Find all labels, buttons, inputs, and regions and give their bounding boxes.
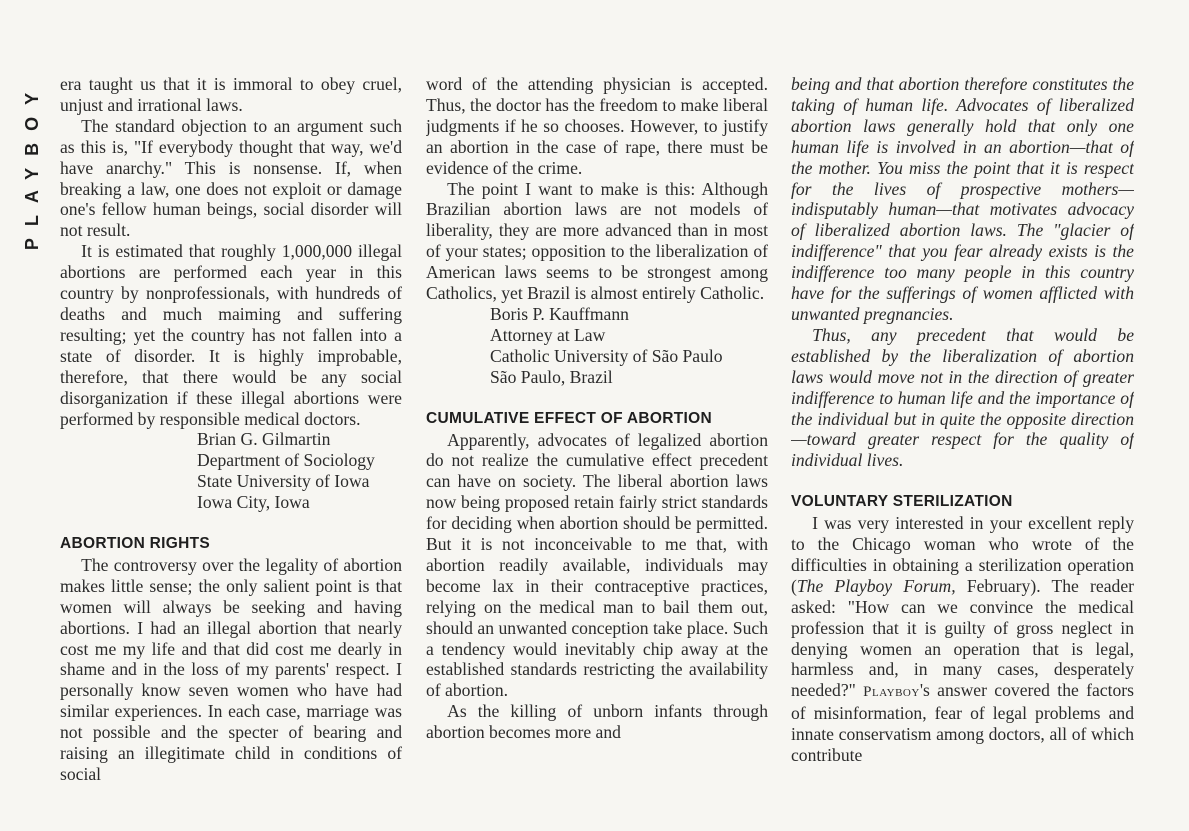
section-heading: VOLUNTARY STERILIZATION xyxy=(791,493,1013,511)
text-run: February). The reader asked: "How can we convince the medical profession that it is guilty of gross neglect in denying women an operation that is legal, harmless and, in many cases, desperately needed?" xyxy=(791,575,1134,701)
paragraph: era taught us that it is immoral to obey cruel, unjust and irrational laws. xyxy=(60,74,402,115)
letter-signature xyxy=(60,429,402,513)
paragraph: being and that abortion therefore constitutes the taking of human life. Advocates of liberalized abortion laws generally hold that only one human life is involved in an abortion—that of the mother. You miss the point that it is respect for the lives of prospective mothers—indisputably human—that motivates advocacy of liberalized abortion laws. The "glacier of indifference" that you fear already exists is the indifference too many people in this country have for the sufferings of women afflicted with unwanted pregnancies. xyxy=(791,74,1134,324)
section-heading: ABORTION RIGHTS xyxy=(60,535,211,553)
paragraph: The standard objection to an argument such as this is, "If everybody thought that way, we'd have anarchy." This is nonsense. If, when breaking a law, one does not exploit or damage one's fellow human beings, social disorder will not result. xyxy=(60,115,402,241)
publication-title: The Playboy Forum, xyxy=(796,575,956,596)
magazine-name: PLAYBOY xyxy=(22,80,43,250)
paragraph: The controversy over the legality of abortion makes little sense; the only salient point is that women will always be seeking and having abortions. I had an illegal abortion that nearly cost me my life and that did cost me dearly in shame and in the loss of my parents' respect. I personally know seven women who have had similar experiences. In each case, marriage was not possible and the specter of bearing and raising an illegitimate child in conditions of social xyxy=(60,554,402,784)
signature-line: Catholic University of São Paulo xyxy=(490,345,723,366)
text-run: 's answer covered the factors of misinformation, fear of legal problems and innate conservatism among doctors, all of which contribute xyxy=(791,680,1134,766)
paragraph: Apparently, advocates of legalized abortion do not realize the cumulative effect precedent can have on society. The liberal abortion laws now being proposed retain fairly strict standards for deciding when abortion should be permitted. But it is not inconceivable to me that, with abortion readily available, individuals may become lax in their contraceptive practices, relying on the medical man to bail them out, should an unwanted conception take place. Such a tendency would inevitably chip away at the established standards restricting the availability of abortion. xyxy=(426,429,768,701)
column-3 xyxy=(791,74,1134,831)
text-run: I was very interested in your excellent reply to the Chicago woman who wrote of the difficulties in obtaining a sterilization operation ( xyxy=(791,513,1134,596)
signature-name: Brian G. Gilmartin xyxy=(197,429,331,450)
column-1 xyxy=(60,74,402,831)
paragraph xyxy=(791,513,1134,766)
paragraph: word of the attending physician is accepted. Thus, the doctor has the freedom to make liberal judgments if he so chooses. However, to justify an abortion in the case of rape, there must be evidence of the crime. xyxy=(426,74,768,178)
signature-line: Attorney at Law xyxy=(490,324,606,345)
magazine-name-inline: Playboy xyxy=(863,684,920,701)
signature-name: Boris P. Kauffmann xyxy=(490,303,629,324)
letter-signature xyxy=(426,304,768,388)
paragraph: As the killing of unborn infants through abortion becomes more and xyxy=(426,701,768,743)
paragraph: The point I want to make is this: Although Brazilian abortion laws are not models of liberality, they are more advanced than in most of your states; opposition to the liberalization of American laws seems to be strongest among Catholics, yet Brazil is almost entirely Catholic. xyxy=(426,178,768,304)
signature-line: São Paulo, Brazil xyxy=(490,366,613,387)
section-heading: CUMULATIVE EFFECT OF ABORTION xyxy=(426,409,712,427)
paragraph: Thus, any precedent that would be established by the liberalization of abortion laws would move not in the direction of greater indifference to human life and the importance of the individual but in quite the opposite direction—toward greater respect for the quality of individual lives. xyxy=(791,324,1134,471)
column-2 xyxy=(426,74,768,831)
signature-line: Department of Sociology xyxy=(197,450,375,471)
paragraph: It is estimated that roughly 1,000,000 illegal abortions are performed each year in this country by nonprofessionals, with hundreds of deaths and much maiming and suffering resulting; yet the country has not fallen into a state of disorder. It is highly improbable, therefore, that there would be any social disorganization if these illegal abortions were performed by responsible medical doctors. xyxy=(60,241,402,429)
running-head xyxy=(16,70,50,260)
signature-line: Iowa City, Iowa xyxy=(197,492,310,513)
signature-line: State University of Iowa xyxy=(197,471,370,492)
